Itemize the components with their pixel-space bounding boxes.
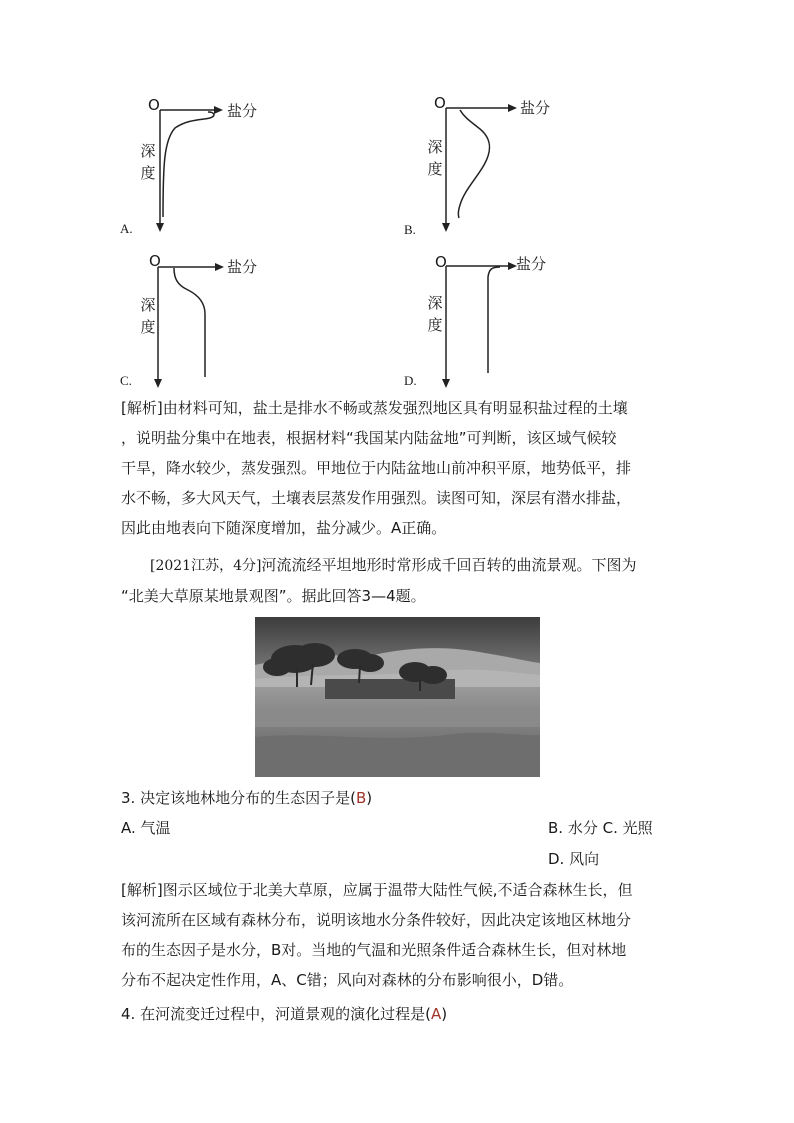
answer-text: A — [430, 1005, 442, 1023]
x-axis-label: 盐分 — [227, 102, 258, 120]
diagram-b — [404, 93, 564, 238]
analysis-paragraph-2 — [121, 875, 681, 995]
analysis-line: 布的生态因子是水分，B对。当地的气温和光照条件适合森林生长，但对林地 — [121, 941, 627, 959]
analysis-line: [解析]图示区域位于北美大草原，应属于温带大陆性气候,不适合森林生长，但 — [121, 881, 633, 899]
analysis-line: 干旱，降水较少，蒸发强烈。甲地位于内陆盆地山前冲积平原，地势低平，排 — [121, 459, 632, 477]
y-axis-label: 深度 — [140, 296, 156, 336]
diagram-c — [120, 252, 280, 397]
analysis-line: 水不畅，多大风天气，土壤表层蒸发作用强烈。读图可知，深层有潜水排盐， — [121, 489, 632, 507]
question-3-stem: 3. 决定该地林地分布的生态因子是(B) — [121, 789, 373, 807]
y-axis-label: 深度 — [427, 138, 443, 178]
origin-label: O — [149, 252, 161, 270]
question-4-stem: 4. 在河流变迁过程中，河道景观的演化过程是(A) — [121, 1005, 448, 1023]
prairie-landscape-photo — [255, 617, 540, 777]
y-axis-label: 深度 — [140, 142, 156, 182]
option-b-c: B. 水分 C. 光照 — [548, 819, 653, 837]
option-label-a: A. — [120, 221, 133, 236]
x-axis-label: 盐分 — [227, 258, 258, 276]
diagram-d — [404, 251, 564, 396]
option-label-b: B. — [404, 222, 416, 237]
analysis-line: ，说明盐分集中在地表，根据材料“我国某内陆盆地”可判断，该区域气候较 — [121, 429, 617, 447]
option-d: D. 风向 — [548, 850, 600, 868]
option-label-c: C. — [120, 373, 132, 388]
passage-line-1: [2021江苏，4分]河流流经平坦地形时常形成千回百转的曲流景观。下图为 — [150, 556, 637, 574]
origin-label: O — [148, 96, 160, 114]
origin-label: O — [434, 94, 446, 112]
option-a: A. 气温 — [121, 819, 171, 837]
x-axis-label: 盐分 — [516, 255, 547, 273]
analysis-line: 因此由地表向下随深度增加，盐分减少。A正确。 — [121, 519, 447, 537]
question-source: [2021江苏，4分] — [150, 558, 262, 574]
answer-text: B — [355, 789, 367, 807]
y-axis-label: 深度 — [427, 294, 443, 334]
diagram-a — [120, 95, 280, 240]
origin-label: O — [435, 253, 447, 271]
analysis-line: [解析]由材料可知，盐土是排水不畅或蒸发强烈地区具有明显积盐过程的土壤 — [121, 399, 628, 417]
x-axis-label: 盐分 — [520, 99, 551, 117]
analysis-line: 该河流所在区域有森林分布，说明该地水分条件较好，因此决定该地区林地分 — [121, 911, 632, 929]
option-label-d: D. — [404, 373, 417, 388]
analysis-paragraph-1 — [121, 393, 681, 543]
analysis-line: 分布不起决定性作用，A、C错；风向对森林的分布影响很小，D错。 — [121, 971, 574, 989]
passage-line-2: “北美大草原某地景观图”。据此回答3—4题。 — [121, 587, 426, 605]
